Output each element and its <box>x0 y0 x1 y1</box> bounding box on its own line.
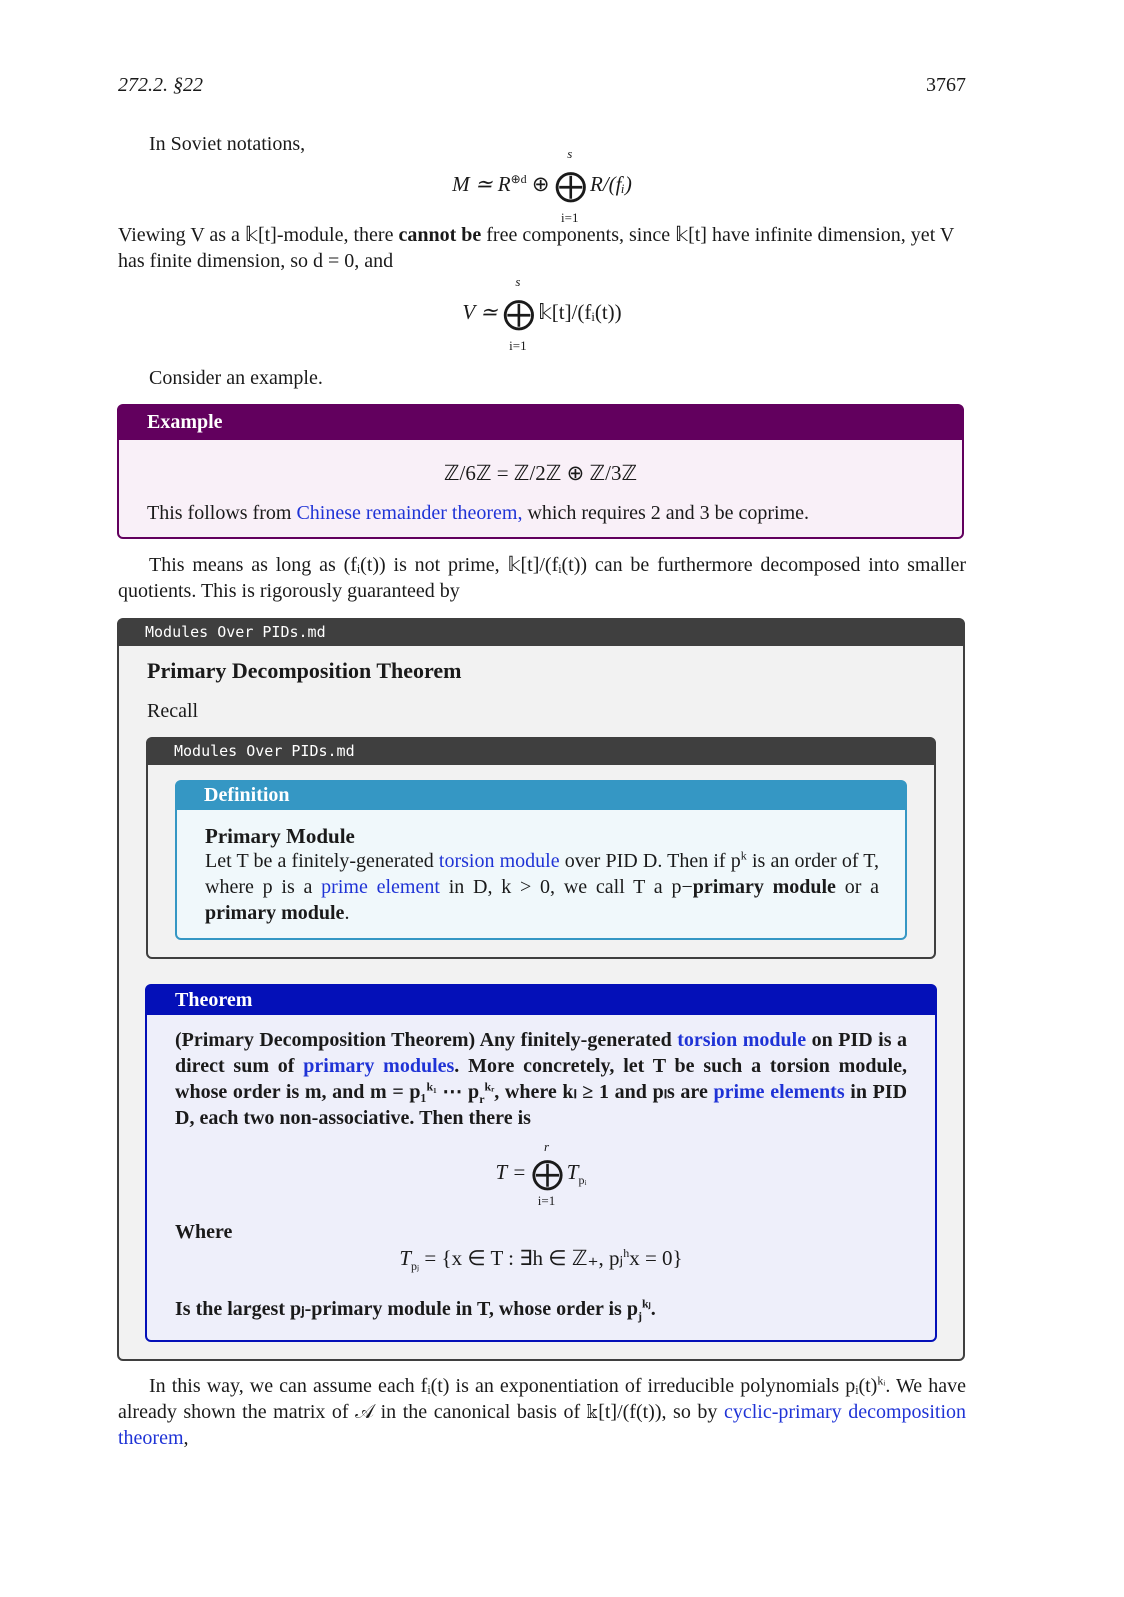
sum-lower-limit: i=1 <box>509 338 527 353</box>
definition-title: Definition <box>177 782 905 810</box>
recall-text: Recall <box>147 700 199 722</box>
primary-decomposition-heading: Primary Decomposition Theorem <box>147 658 462 683</box>
torsion-module-link[interactable]: torsion module <box>677 1029 807 1051</box>
eq1-right: R/(fᵢ) <box>590 171 632 196</box>
cyclic-primary-link[interactable]: cyclic-primary decomposition theorem <box>118 1401 967 1449</box>
theorem-sum-equation <box>147 1139 935 1208</box>
example-box <box>117 404 964 539</box>
set-eq-end: x = 0} <box>629 1246 683 1270</box>
direct-sum-operator <box>554 146 587 225</box>
closing-text-1: In this way, we can assume each fᵢ(t) is an exponentiation of irreducible polynomials pᵢ(t) <box>149 1375 878 1397</box>
thm-last-2: . <box>650 1298 656 1320</box>
eq2-left: V ≃ <box>462 299 503 324</box>
closing-paragraph <box>118 1373 966 1451</box>
thm-last-1: Is the largest pⱼ-primary module in T, whose order is p <box>175 1298 638 1320</box>
sum-lower-limit: i=1 <box>561 210 579 225</box>
viewing-text-2: free components, since 𝕜[t] have infinite dimension, yet V has finite dimension, so d = 0, and <box>118 224 954 272</box>
thm-eq-right: T <box>566 1159 579 1184</box>
thm-text-5: in PID D, each two non-associative. Then there is <box>175 1081 908 1129</box>
set-eq-sub: pⱼ <box>411 1259 420 1274</box>
thm-text-1: (Primary Decomposition Theorem) Any finitely-generated <box>175 1029 672 1051</box>
torsion-module-link[interactable]: torsion module <box>438 850 560 872</box>
closing-text-3: , <box>183 1427 189 1449</box>
thm-text-2: on PID is a direct sum of <box>175 1029 908 1077</box>
def-sup-k: k <box>740 848 747 863</box>
sum-upper-limit: s <box>515 274 521 289</box>
eq2-right: 𝕜[t]/(fᵢ(t)) <box>538 299 622 324</box>
equation-module-decomposition <box>118 146 966 225</box>
thm-text-3: . More concretely, let T be such a torsion module, whose order is m, and m = p₁ <box>175 1055 908 1103</box>
sum-lower-limit: i=1 <box>537 1193 556 1208</box>
definition-box <box>175 780 907 940</box>
inner-file-name: Modules Over PIDs.md <box>148 739 934 765</box>
oplus-symbol: ⨁ <box>554 167 587 203</box>
section-number: 272.2. §22 <box>118 74 203 96</box>
set-eq-sup: h <box>623 1246 630 1260</box>
set-eq-body: = {x ∈ T : ∃h ∈ ℤ₊, pⱼ <box>419 1246 624 1270</box>
thm-sup-kr: kᵣ <box>484 1079 495 1094</box>
oplus-symbol: ⨁ <box>531 1155 564 1191</box>
sum-upper-limit: s <box>567 146 573 161</box>
definition-body <box>205 848 879 926</box>
def-text-4: in D, k > 0, we call T a p− <box>448 876 693 898</box>
cannot-be-bold: cannot be <box>398 224 482 246</box>
def-text-5: or a <box>844 876 880 898</box>
thm-text-4: , where kₗ ≥ 1 and pₗs are <box>494 1081 708 1103</box>
thm-last-sub: j <box>637 1309 642 1323</box>
theorem-statement <box>175 1027 907 1131</box>
prime-elements-link[interactable]: prime elements <box>713 1081 845 1103</box>
set-eq-left: T <box>399 1246 412 1270</box>
example-text <box>147 500 942 526</box>
direct-sum-operator <box>502 274 535 353</box>
def-text-3: is an order of T, where p is a <box>205 850 880 898</box>
set-definition-equation <box>147 1245 935 1274</box>
example-text-2: which requires 2 and 3 be coprime. <box>527 502 810 524</box>
outer-file-name: Modules Over PIDs.md <box>119 620 963 646</box>
example-equation: ℤ/6ℤ = ℤ/2ℤ ⊕ ℤ/3ℤ <box>443 461 638 485</box>
example-title: Example <box>119 406 962 440</box>
prime-element-link[interactable]: prime element <box>321 876 440 898</box>
theorem-last-line <box>175 1296 656 1322</box>
def-text-1: Let T be a finitely-generated <box>205 850 434 872</box>
equation-vector-space-decomposition <box>118 274 966 353</box>
where-text: Where <box>175 1221 233 1243</box>
eq1-left: M ≃ R <box>452 171 511 196</box>
def-bold-1: primary module <box>692 876 836 898</box>
consider-example: Consider an example. <box>149 367 323 389</box>
thm-dots: ⋯ p <box>436 1081 480 1103</box>
this-means-paragraph: This means as long as (fᵢ(t)) is not prime, 𝕜[t]/(fᵢ(t)) can be furthermore decomposed into smaller quotients. This is rigorously guaranteed by <box>118 554 966 602</box>
closing-text-2: . We have already shown the matrix of 𝒜 in the canonical basis of 𝕜[t]/(f(t)), so by <box>118 1375 966 1423</box>
chinese-remainder-link[interactable]: Chinese remainder theorem, <box>296 502 523 524</box>
thm-eq-sub: pᵢ <box>578 1173 587 1187</box>
def-text-6: . <box>344 902 350 924</box>
eq1-sup: ⊕d <box>510 171 527 186</box>
thm-sub-r: r <box>479 1092 485 1106</box>
theorem-title: Theorem <box>147 986 935 1015</box>
running-head <box>118 74 966 97</box>
page-number: 3767 <box>926 74 966 96</box>
primary-modules-link[interactable]: primary modules <box>303 1055 455 1077</box>
thm-sup-k1: k₁ <box>426 1079 437 1094</box>
thm-last-sup: kⱼ <box>641 1296 651 1311</box>
soviet-intro: In Soviet notations, <box>149 133 306 155</box>
definition-name: Primary Module <box>205 824 355 848</box>
closing-sup: kᵢ <box>877 1373 886 1388</box>
viewing-text-1: Viewing V as a 𝕜[t]-module, there <box>118 224 394 246</box>
theorem-box <box>145 984 937 1342</box>
sum-upper-limit: r <box>544 1139 550 1154</box>
direct-sum-operator <box>531 1139 564 1208</box>
oplus-symbol: ⨁ <box>502 295 535 331</box>
example-text-1: This follows from <box>147 502 292 524</box>
thm-eq-left: T = <box>495 1159 532 1184</box>
eq1-mid: ⊕ <box>526 171 555 196</box>
def-bold-2: primary module <box>205 902 345 924</box>
viewing-paragraph <box>118 222 966 274</box>
def-text-2: over PID D. Then if p <box>564 850 741 872</box>
